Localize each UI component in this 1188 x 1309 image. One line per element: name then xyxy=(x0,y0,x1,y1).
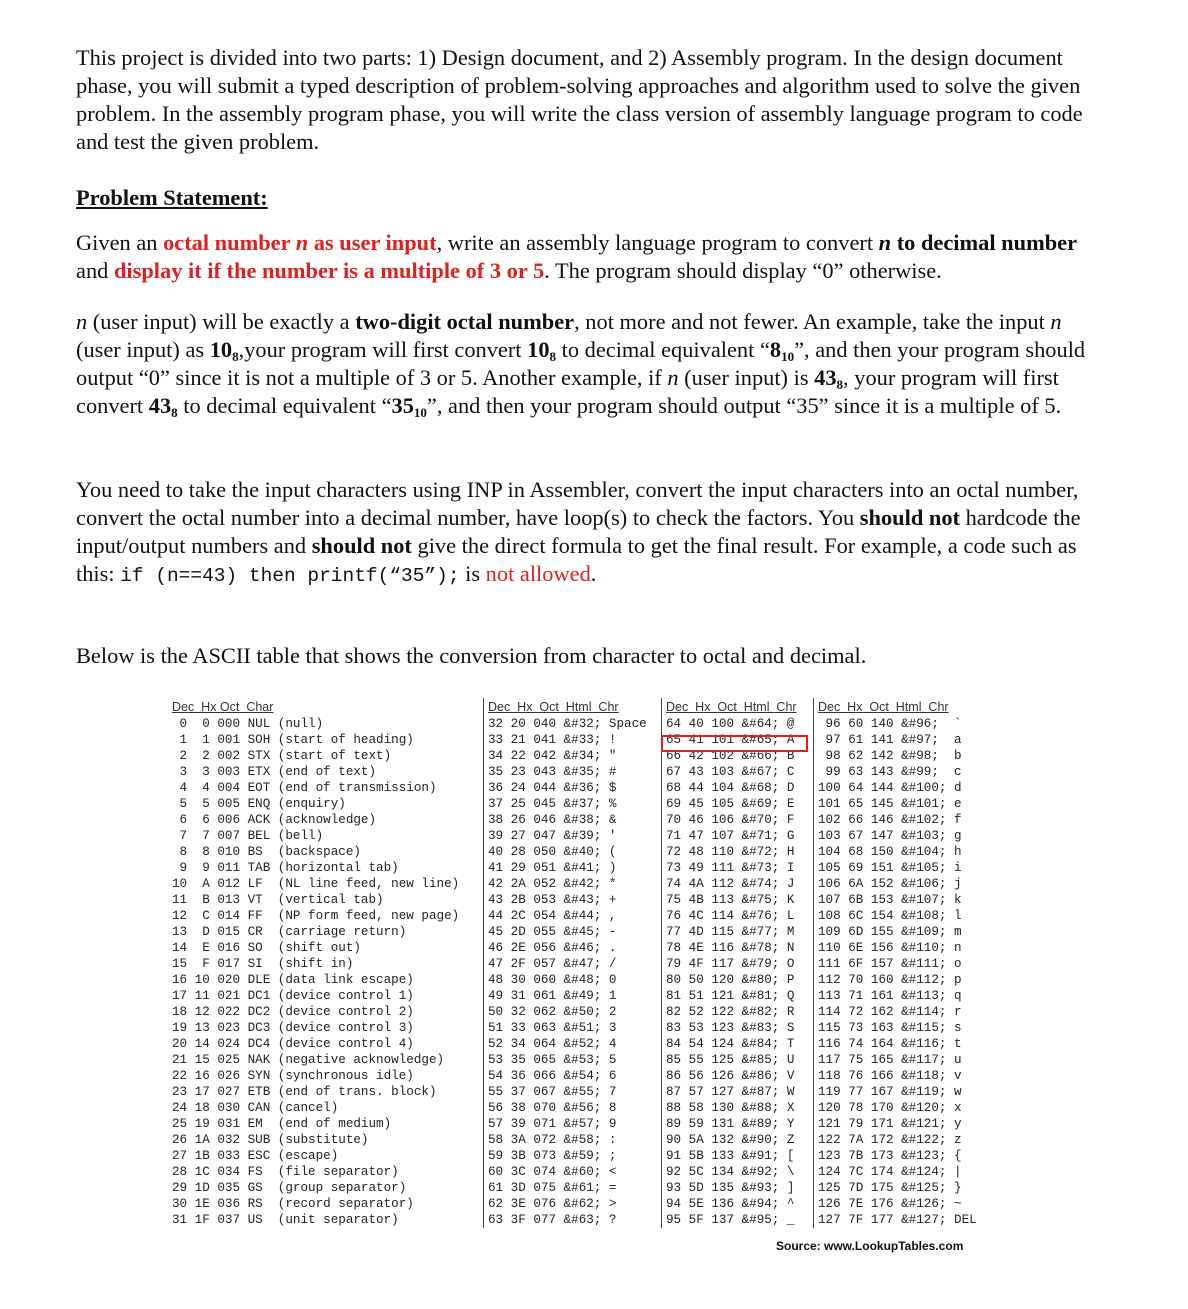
table-row: 102 66 146 &#102; f xyxy=(818,813,962,827)
ascii-column-3 xyxy=(661,698,816,1228)
table-row: 98 62 142 &#98; b xyxy=(818,749,962,763)
table-row: 0 0 000 NUL (null) xyxy=(172,717,324,731)
table-row: 126 7E 176 &#126; ~ xyxy=(818,1197,962,1211)
table-row: 89 59 131 &#89; Y xyxy=(666,1117,795,1131)
table-row: 4 4 004 EOT (end of transmission) xyxy=(172,781,437,795)
table-row: 8 8 010 BS (backspace) xyxy=(172,845,361,859)
table-row: 9 9 011 TAB (horizontal tab) xyxy=(172,861,399,875)
example-paragraph: n (user input) will be exactly a two-digit octal number, not more and not fewer. An example, take the input n (user input) as $10_8,your$ program will first convert $10_8$ to decimal equivalent “$8_{10}$”, and then your program should output “0” since it is not a multiple of 3 or 5. Another example, if n (user input) is $43_8$, your program will first convert $43_8$ to decimal equivalent “$35_{10}$”, and then your program should output “35” since it is a multiple of 5. xyxy=(76,309,1086,420)
code-example: if (n==43) then printf(“35”); xyxy=(120,565,460,587)
table-row: 118 76 166 &#118; v xyxy=(818,1069,962,1083)
table-row: 2 2 002 STX (start of text) xyxy=(172,749,392,763)
table-row: 52 34 064 &#52; 4 xyxy=(488,1037,617,1051)
table-row: 5 5 005 ENQ (enquiry) xyxy=(172,797,346,811)
table-row: 16 10 020 DLE (data link escape) xyxy=(172,973,414,987)
table-row: 65 41 101 &#65; A xyxy=(666,733,795,747)
table-row: 93 5D 135 &#93; ] xyxy=(666,1181,795,1195)
table-row: 97 61 141 &#97; a xyxy=(818,733,962,747)
highlight-text: display it if the number is a multiple of 3 or 5 xyxy=(113,258,545,283)
table-row: 3 3 003 ETX (end of text) xyxy=(172,765,377,779)
table-row: 77 4D 115 &#77; M xyxy=(666,925,795,939)
table-row: 49 31 061 &#49; 1 xyxy=(488,989,617,1003)
table-row: 100 64 144 &#100; d xyxy=(818,781,962,795)
table-row: 112 70 160 &#112; p xyxy=(818,973,962,987)
table-row: 104 68 150 &#104; h xyxy=(818,845,962,859)
table-row: 120 78 170 &#120; x xyxy=(818,1101,962,1115)
table-row: 115 73 163 &#115; s xyxy=(818,1021,962,1035)
table-row: 33 21 041 &#33; ! xyxy=(488,733,617,747)
table-row: 28 1C 034 FS (file separator) xyxy=(172,1165,399,1179)
table-row: 30 1E 036 RS (record separator) xyxy=(172,1197,414,1211)
table-row: 66 42 102 &#66; B xyxy=(666,749,795,763)
table-row: 80 50 120 &#80; P xyxy=(666,973,795,987)
highlight-text: octal number n as user input xyxy=(163,230,437,255)
table-row: 96 60 140 &#96; ` xyxy=(818,717,962,731)
var-n: n xyxy=(878,230,892,255)
ascii-column-1 xyxy=(170,698,480,1228)
problem-statement-heading: Problem Statement: xyxy=(76,185,268,210)
table-row: 41 29 051 &#41; ) xyxy=(488,861,617,875)
text: , write an assembly language program to convert xyxy=(436,230,879,255)
table-row: 69 45 105 &#69; E xyxy=(666,797,795,811)
table-row: 110 6E 156 &#110; n xyxy=(818,941,962,955)
column-header: Dec Hx Oct Char xyxy=(172,700,274,714)
table-row: 62 3E 076 &#62; > xyxy=(488,1197,617,1211)
var-n: n xyxy=(76,309,88,334)
table-row: 99 63 143 &#99; c xyxy=(818,765,962,779)
table-row: 78 4E 116 &#78; N xyxy=(666,941,795,955)
column-header: Dec Hx Oct Html Chr xyxy=(818,700,949,714)
table-row: 119 77 167 &#119; w xyxy=(818,1085,962,1099)
text: . The program should display “0” otherwise. xyxy=(544,258,942,283)
table-row: 23 17 027 ETB (end of trans. block) xyxy=(172,1085,437,1099)
table-row: 106 6A 152 &#106; j xyxy=(818,877,962,891)
table-row: 117 75 165 &#117; u xyxy=(818,1053,962,1067)
ascii-table xyxy=(170,698,990,1256)
intro-paragraph: This project is divided into two parts: 1) Design document, and 2) Assembly program. In the design document phase, you will submit a typed description of problem-solving approaches and algorithm used to solve the given problem. In the assembly program phase, you will write the class version of assembly language program to code and test the given problem. xyxy=(76,45,1083,154)
table-row: 29 1D 035 GS (group separator) xyxy=(172,1181,407,1195)
table-row: 59 3B 073 &#59; ; xyxy=(488,1149,617,1163)
table-row: 94 5E 136 &#94; ^ xyxy=(666,1197,795,1211)
table-row: 90 5A 132 &#90; Z xyxy=(666,1133,795,1147)
table-row: 113 71 161 &#113; q xyxy=(818,989,962,1003)
table-row: 43 2B 053 &#43; + xyxy=(488,893,617,907)
table-row: 57 39 071 &#57; 9 xyxy=(488,1117,617,1131)
table-row: 17 11 021 DC1 (device control 1) xyxy=(172,989,414,1003)
table-row: 1 1 001 SOH (start of heading) xyxy=(172,733,414,747)
table-row: 19 13 023 DC3 (device control 3) xyxy=(172,1021,414,1035)
table-row: 20 14 024 DC4 (device control 4) xyxy=(172,1037,414,1051)
table-row: 72 48 110 &#72; H xyxy=(666,845,795,859)
table-row: 51 33 063 &#51; 3 xyxy=(488,1021,617,1035)
table-row: 88 58 130 &#88; X xyxy=(666,1101,795,1115)
table-row: 67 43 103 &#67; C xyxy=(666,765,795,779)
table-row: 56 38 070 &#56; 8 xyxy=(488,1101,617,1115)
highlight-box-A xyxy=(661,735,808,752)
table-row: 83 53 123 &#83; S xyxy=(666,1021,795,1035)
table-row: 63 3F 077 &#63; ? xyxy=(488,1213,617,1227)
table-row: 101 65 145 &#101; e xyxy=(818,797,962,811)
table-row: 85 55 125 &#85; U xyxy=(666,1053,795,1067)
table-row: 105 69 151 &#105; i xyxy=(818,861,962,875)
column-header: Dec Hx Oct Html Chr xyxy=(666,700,797,714)
table-row: 71 47 107 &#71; G xyxy=(666,829,795,843)
table-row: 55 37 067 &#55; 7 xyxy=(488,1085,617,1099)
problem-paragraph xyxy=(76,229,1086,285)
table-row: 76 4C 114 &#76; L xyxy=(666,909,795,923)
table-row: 114 72 162 &#114; r xyxy=(818,1005,962,1019)
table-row: 26 1A 032 SUB (substitute) xyxy=(172,1133,369,1147)
table-row: 73 49 111 &#73; I xyxy=(666,861,795,875)
table-row: 45 2D 055 &#45; - xyxy=(488,925,617,939)
table-row: 123 7B 173 &#123; { xyxy=(818,1149,962,1163)
table-row: 34 22 042 &#34; " xyxy=(488,749,617,763)
ascii-column-2 xyxy=(483,698,664,1228)
table-row: 32 20 040 &#32; Space xyxy=(488,717,647,731)
table-row: 40 28 050 &#40; ( xyxy=(488,845,617,859)
source-credit: Source: www.LookupTables.com xyxy=(776,1239,964,1253)
table-row: 84 54 124 &#84; T xyxy=(666,1037,795,1051)
table-row: 61 3D 075 &#61; = xyxy=(488,1181,617,1195)
table-row: 21 15 025 NAK (negative acknowledge) xyxy=(172,1053,445,1067)
table-row: 27 1B 033 ESC (escape) xyxy=(172,1149,339,1163)
table-row: 46 2E 056 &#46; . xyxy=(488,941,617,955)
table-row: 116 74 164 &#116; t xyxy=(818,1037,962,1051)
text: Given an xyxy=(76,230,164,255)
table-row: 37 25 045 &#37; % xyxy=(488,797,617,811)
table-row: 79 4F 117 &#79; O xyxy=(666,957,795,971)
table-row: 109 6D 155 &#109; m xyxy=(818,925,962,939)
table-row: 54 36 066 &#54; 6 xyxy=(488,1069,617,1083)
table-row: 10 A 012 LF (NL line feed, new line) xyxy=(172,877,460,891)
table-row: 11 B 013 VT (vertical tab) xyxy=(172,893,384,907)
table-row: 47 2F 057 &#47; / xyxy=(488,957,617,971)
table-row: 7 7 007 BEL (bell) xyxy=(172,829,324,843)
table-row: 81 51 121 &#81; Q xyxy=(666,989,795,1003)
table-row: 92 5C 134 &#92; \ xyxy=(666,1165,795,1179)
table-row: 125 7D 175 &#125; } xyxy=(818,1181,962,1195)
text: and xyxy=(76,258,114,283)
table-row: 87 57 127 &#87; W xyxy=(666,1085,795,1099)
table-row: 50 32 062 &#50; 2 xyxy=(488,1005,617,1019)
table-row: 64 40 100 &#64; @ xyxy=(666,717,795,731)
table-row: 91 5B 133 &#91; [ xyxy=(666,1149,795,1163)
table-row: 15 F 017 SI (shift in) xyxy=(172,957,354,971)
not-allowed-text: not allowed xyxy=(485,561,591,586)
table-row: 25 19 031 EM (end of medium) xyxy=(172,1117,392,1131)
table-row: 6 6 006 ACK (acknowledge) xyxy=(172,813,377,827)
table-row: 82 52 122 &#82; R xyxy=(666,1005,795,1019)
requirements-paragraph: You need to take the input characters using INP in Assembler, convert the input characters into an octal number, convert the octal number into a decimal number, have loop(s) to check the factors. You should not hardcode the input/output numbers and should not give the direct formula to get the final result. For example, a code such as this: if (n==43) then printf(“35”); is not allowed. xyxy=(76,477,1081,587)
table-row: 127 7F 177 &#127; DEL xyxy=(818,1213,977,1227)
table-row: 24 18 030 CAN (cancel) xyxy=(172,1101,339,1115)
table-row: 107 6B 153 &#107; k xyxy=(818,893,962,907)
table-row: 124 7C 174 &#124; | xyxy=(818,1165,962,1179)
table-row: 18 12 022 DC2 (device control 2) xyxy=(172,1005,414,1019)
table-row: 13 D 015 CR (carriage return) xyxy=(172,925,407,939)
table-row: 42 2A 052 &#42; * xyxy=(488,877,617,891)
table-row: 22 16 026 SYN (synchronous idle) xyxy=(172,1069,414,1083)
table-row: 68 44 104 &#68; D xyxy=(666,781,795,795)
table-row: 14 E 016 SO (shift out) xyxy=(172,941,361,955)
column-header: Dec Hx Oct Html Chr xyxy=(488,700,619,714)
bold-text: to decimal number xyxy=(891,230,1078,255)
table-row: 53 35 065 &#53; 5 xyxy=(488,1053,617,1067)
table-row: 122 7A 172 &#122; z xyxy=(818,1133,962,1147)
table-row: 111 6F 157 &#111; o xyxy=(818,957,962,971)
bold-text: two-digit octal number xyxy=(355,309,575,334)
table-row: 75 4B 113 &#75; K xyxy=(666,893,795,907)
table-row: 86 56 126 &#86; V xyxy=(666,1069,795,1083)
table-row: 48 30 060 &#48; 0 xyxy=(488,973,617,987)
table-row: 12 C 014 FF (NP form feed, new page) xyxy=(172,909,460,923)
table-row: 70 46 106 &#70; F xyxy=(666,813,795,827)
table-row: 35 23 043 &#35; # xyxy=(488,765,617,779)
table-row: 95 5F 137 &#95; _ xyxy=(666,1213,795,1227)
table-row: 74 4A 112 &#74; J xyxy=(666,877,795,891)
table-row: 39 27 047 &#39; ' xyxy=(488,829,617,843)
table-row: 60 3C 074 &#60; < xyxy=(488,1165,617,1179)
table-row: 38 26 046 &#38; & xyxy=(488,813,617,827)
table-row: 121 79 171 &#121; y xyxy=(818,1117,962,1131)
table-row: 103 67 147 &#103; g xyxy=(818,829,962,843)
ascii-column-4 xyxy=(813,698,993,1228)
table-row: 44 2C 054 &#44; , xyxy=(488,909,617,923)
table-row: 108 6C 154 &#108; l xyxy=(818,909,962,923)
table-row: 36 24 044 &#36; $ xyxy=(488,781,617,795)
table-row: 31 1F 037 US (unit separator) xyxy=(172,1213,399,1227)
ascii-intro-paragraph: Below is the ASCII table that shows the conversion from character to octal and decimal. xyxy=(76,643,867,668)
table-row: 58 3A 072 &#58; : xyxy=(488,1133,617,1147)
